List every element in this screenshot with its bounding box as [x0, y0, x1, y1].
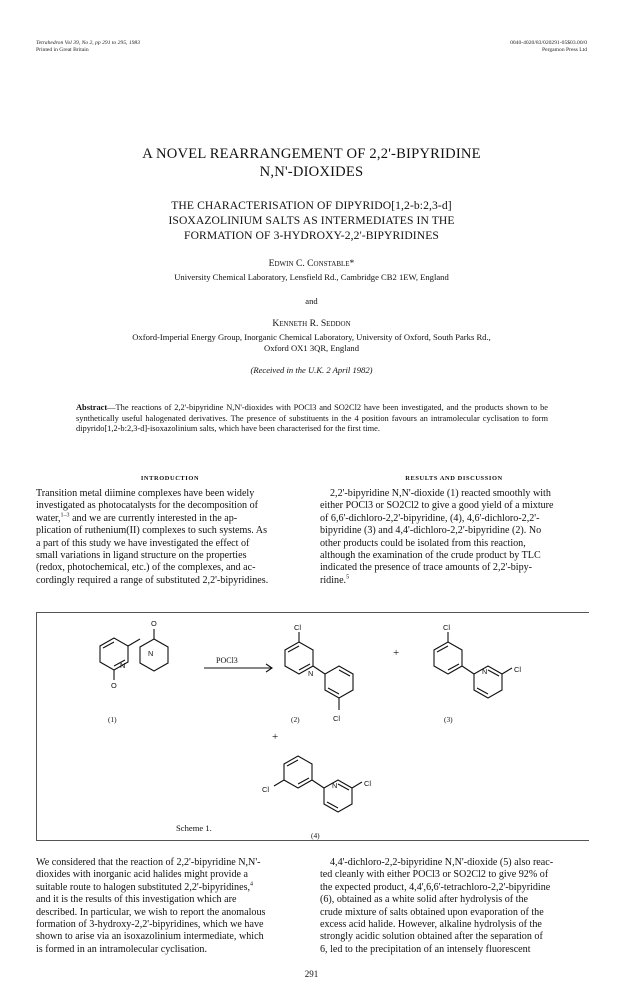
reagent-label: POCl3	[216, 656, 238, 665]
article-title	[0, 145, 623, 181]
compound-label-1: (1)	[108, 715, 117, 724]
compound-3-structure	[434, 632, 512, 698]
abstract-text: —The reactions of 2,2'-bipyridine N,N'-dioxides with POCl3 and SO2Cl2 have been investigated, and the products shown to be synthetically useful halogenated derivatives. The presence of substituents in the 4 position favours an intramolecular cyclisation to form dipyrido[1,2-b:2,3-d]-isoxazolinium salts, which have been characterised for the first time.	[76, 403, 548, 434]
text-line: other products could be isolated from this reaction,	[320, 537, 526, 549]
text-line: 6, led to the precipitation of an intensely fluorescent	[320, 943, 531, 955]
journal-line: Tetrahedron Vol 39, No 2, pp 291 to 295, 1983	[36, 40, 141, 46]
text-line: a part of this study we have investigated the effect of	[36, 537, 250, 549]
compound-label-4: (4)	[311, 831, 320, 840]
scheme-caption: Scheme 1.	[176, 823, 212, 833]
compound-label-3: (3)	[444, 715, 453, 724]
publisher-name: Pergamon Press Ltd	[542, 47, 587, 53]
reference-marker: 4	[250, 881, 254, 888]
reference-marker: 1–3	[60, 512, 70, 519]
text-span: suitable route to halogen substituted 2,2'-bipyridines,	[36, 881, 251, 893]
atom-label-n: N	[120, 661, 126, 670]
author-1: Edwin C. Constable*	[268, 258, 355, 269]
journal-info	[36, 40, 140, 54]
text-line: crude mixture of salts obtained upon evaporation of the	[320, 906, 544, 918]
atom-label-cl: Cl	[262, 785, 269, 794]
atom-label-cl: Cl	[514, 665, 521, 674]
article-code: 0040-4020/83/020291-05$03.00/0	[510, 40, 587, 46]
text-line: formation of 3-hydroxy-2,2'-bipyridines, which we have	[36, 919, 264, 931]
abstract	[76, 403, 548, 435]
text-line	[320, 575, 588, 587]
intro-heading: INTRODUCTION	[140, 475, 200, 482]
affiliation-2-line-2: Oxford OX1 3QR, England	[264, 343, 359, 353]
text-line: indicated the presence of trace amounts of 2,2'-bipy-	[320, 562, 533, 574]
results-heading: RESULTS AND DISCUSSION	[405, 475, 503, 482]
text-span: and we are currently interested in the ap-	[69, 512, 238, 524]
author-block	[0, 258, 623, 376]
text-line: cordingly required a range of substituted 2,2'-bipyridines.	[36, 574, 269, 586]
compound-4-structure	[274, 756, 362, 812]
text-line: excess acid halide. However, alkaline hydrolysis of the	[320, 919, 542, 931]
text-line: (redox, photochemical, etc.) of the complexes, and ac-	[36, 562, 256, 574]
text-line: either POCl3 or SO2Cl2 to give a good yield of a mixture	[320, 500, 554, 512]
text-line: investigated as photocatalysts for the decomposition of	[36, 500, 259, 512]
plus-sign: +	[393, 647, 400, 659]
article-subtitle	[0, 198, 623, 243]
text-line: bipyridine (3) and 4,4'-dichloro-2,2'-bipyridine (2). No	[320, 525, 542, 537]
received-date: (Received in the U.K. 2 April 1982)	[250, 365, 373, 375]
atom-label-o: O	[111, 681, 117, 690]
plus-sign: +	[272, 731, 279, 743]
publisher-info	[510, 40, 587, 54]
text-line: described. In particular, we wish to report the anomalous	[36, 906, 266, 918]
text-line: 4,4'-dichloro-2,2-bipyridine N,N'-dioxide (5) also reac-	[330, 857, 554, 868]
intro-paragraph	[36, 488, 304, 587]
affiliation-2-line-1: Oxford-Imperial Energy Group, Inorganic Chemical Laboratory, University of Oxford, South Parks Rd.,	[132, 332, 491, 342]
text-line: although the examination of the crude product by TLC	[320, 550, 541, 562]
printed-line: Printed in Great Britain	[36, 47, 89, 53]
text-line: ted cleanly with either POCl3 or SO2Cl2 to give 92% of	[320, 869, 549, 881]
atom-label-n: N	[332, 781, 338, 790]
text-line: 2,2'-bipyridine N,N'-dioxide (1) reacted smoothly with	[330, 488, 551, 499]
text-line: the expected product, 4,4',6,6'-tetrachloro-2,2'-bipyridine	[320, 881, 551, 893]
atom-label-n: N	[308, 669, 314, 678]
text-line: small variations in ligand structure on the properties	[36, 550, 247, 562]
text-line	[36, 513, 304, 525]
page-number: 291	[304, 969, 319, 979]
text-line: of 6,6'-dichloro-2,2'-bipyridine, (4), 4,6'-dichloro-2,2'-	[320, 512, 540, 524]
text-line: strongly acidic solution obtained after the separation of	[320, 931, 543, 943]
text-line	[36, 882, 304, 894]
text-line: (6), obtained as a white solid after hydrolysis of the	[320, 894, 528, 906]
compound-2-structure	[285, 632, 353, 710]
text-span: ridine.	[320, 574, 347, 586]
author-2: Kenneth R. Seddon	[272, 318, 351, 329]
atom-label-o: O	[151, 619, 157, 628]
affiliation-1: University Chemical Laboratory, Lensfield Rd., Cambridge CB2 1EW, England	[174, 272, 449, 282]
compound-1-structure	[100, 629, 168, 680]
atom-label-cl: Cl	[364, 779, 371, 788]
reference-marker: 5	[346, 574, 350, 581]
atom-label-cl: Cl	[294, 623, 301, 632]
and-text: and	[305, 296, 318, 306]
title-line-1: A NOVEL REARRANGEMENT OF 2,2'-BIPYRIDINE	[142, 146, 481, 162]
title-line-2: N,N'-DIOXIDES	[259, 164, 364, 180]
abstract-label: Abstract	[76, 403, 108, 412]
subtitle-line-1: THE CHARACTERISATION OF DIPYRIDO[1,2-b:2,3-d]	[171, 199, 452, 212]
text-line: shown to arise via an isoxazolinium intermediate, which	[36, 931, 264, 943]
results-paragraph	[320, 488, 588, 587]
subtitle-line-2: ISOXAZOLINIUM SALTS AS INTERMEDIATES IN THE	[168, 214, 455, 227]
text-line: Transition metal diimine complexes have been widely	[36, 488, 255, 499]
intro-paragraph-2	[36, 857, 304, 956]
subtitle-line-3: FORMATION OF 3-HYDROXY-2,2'-BIPYRIDINES	[184, 229, 439, 242]
reaction-scheme	[36, 612, 588, 844]
text-span: water,	[36, 512, 61, 524]
text-line: and it is the results of this investigation which are	[36, 894, 237, 906]
compound-label-2: (2)	[291, 715, 300, 724]
text-line: is formed in an intramolecular cyclisation.	[36, 943, 207, 955]
atom-label-n: N	[482, 667, 488, 676]
text-line: We considered that the reaction of 2,2'-bipyridine N,N'-	[36, 857, 261, 868]
text-line: dioxides with inorganic acid halides might provide a	[36, 869, 249, 881]
results-paragraph-2	[320, 857, 588, 956]
atom-label-cl: Cl	[443, 623, 450, 632]
atom-label-cl: Cl	[333, 714, 340, 723]
text-line: plication of ruthenium(II) complexes to such systems. As	[36, 525, 267, 537]
atom-label-n: N	[148, 649, 154, 658]
